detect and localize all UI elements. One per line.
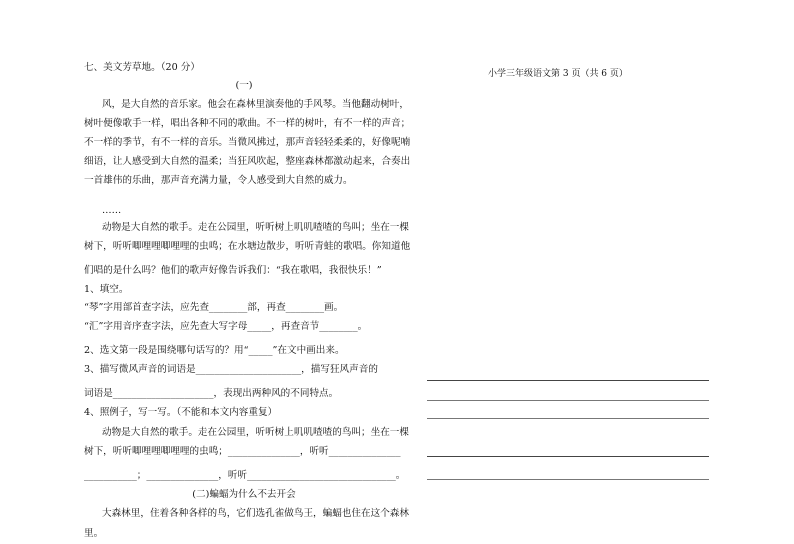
answer-line: [427, 418, 709, 419]
passage-2-line: 大森林里，住着各种各样的鸟，它们选孔雀做鸟王，蝙蝠也住在这个森林: [102, 508, 409, 519]
answer-line: [427, 400, 709, 401]
question-1a: “琴”字用部首查字法，应先查________部，再查________画。: [84, 302, 344, 313]
passage-1b-line: 们唱的是什么吗？他们的歌声好像告诉我们：“我在歌唱，我很快乐！”: [84, 265, 382, 276]
question-2: 2、选文第一段是围绕哪句话写的？用“_____”在文中画出来。: [84, 345, 345, 356]
answer-line: [427, 479, 709, 480]
question-1: 1、填空。: [84, 284, 129, 295]
passage-1-line: 风，是大自然的音乐家。他会在森林里演奏他的手风琴。当他翻动树叶，: [102, 99, 409, 110]
question-4-example: 动物是大自然的歌手。走在公园里，听听树上叽叽喳喳的鸟叫；坐在一棵: [102, 427, 409, 438]
section-title: 七、美文芳草地。（20 分）: [84, 62, 200, 73]
ellipsis: ……: [102, 205, 122, 216]
question-3a: 3、描写微风声音的词语是______________________，描写狂风声音的: [84, 364, 378, 375]
passage-2-line: 里。: [84, 528, 104, 539]
passage-1-line: 细语，让人感受到大自然的温柔；当狂风吹起，整座森林都激动起来，合奏出: [84, 156, 411, 167]
passage-1-label: (一): [235, 80, 253, 91]
question-1b: “汇”字用音序查字法，应先查大写字母_____，再查音节________。: [84, 321, 368, 332]
passage-1-line: 一首雄伟的乐曲，那声音充满力量，令人感受到大自然的威力。: [84, 175, 353, 186]
passage-1-line: 树叶便像歌手一样，唱出各种不同的歌曲。不一样的树叶，有不一样的声音；: [84, 118, 411, 129]
passage-1-line: 不一样的季节，有不一样的音乐。当微风拂过，那声音轻轻柔柔的，好像呢喃: [84, 137, 411, 148]
question-4-fill-1: 树下，听听唧哩哩唧哩哩的虫鸣；_______________，听听_______________: [84, 446, 401, 457]
passage-1b-line: 动物是大自然的歌手。走在公园里，听听树上叽叽喳喳的鸟叫；坐在一棵: [102, 222, 409, 233]
page-header: 小学三年级语文第 3 页（共 6 页）: [488, 69, 628, 79]
answer-line: [427, 456, 709, 457]
question-4-fill-2: ___________；_______________，听听_______________________________。: [84, 470, 406, 481]
passage-2-title: (二)蝙蝠为什么不去开会: [192, 489, 296, 500]
question-3b: 词语是_____________________，表现出两种风的不同特点。: [84, 388, 339, 399]
question-4: 4、照例子，写一写。（不能和本文内容重复）: [84, 407, 278, 418]
passage-1b-line: 树下，听听唧哩哩唧哩哩的虫鸣；在水塘边散步，听听青蛙的歌唱。你知道他: [84, 241, 411, 252]
answer-line: [427, 380, 709, 381]
